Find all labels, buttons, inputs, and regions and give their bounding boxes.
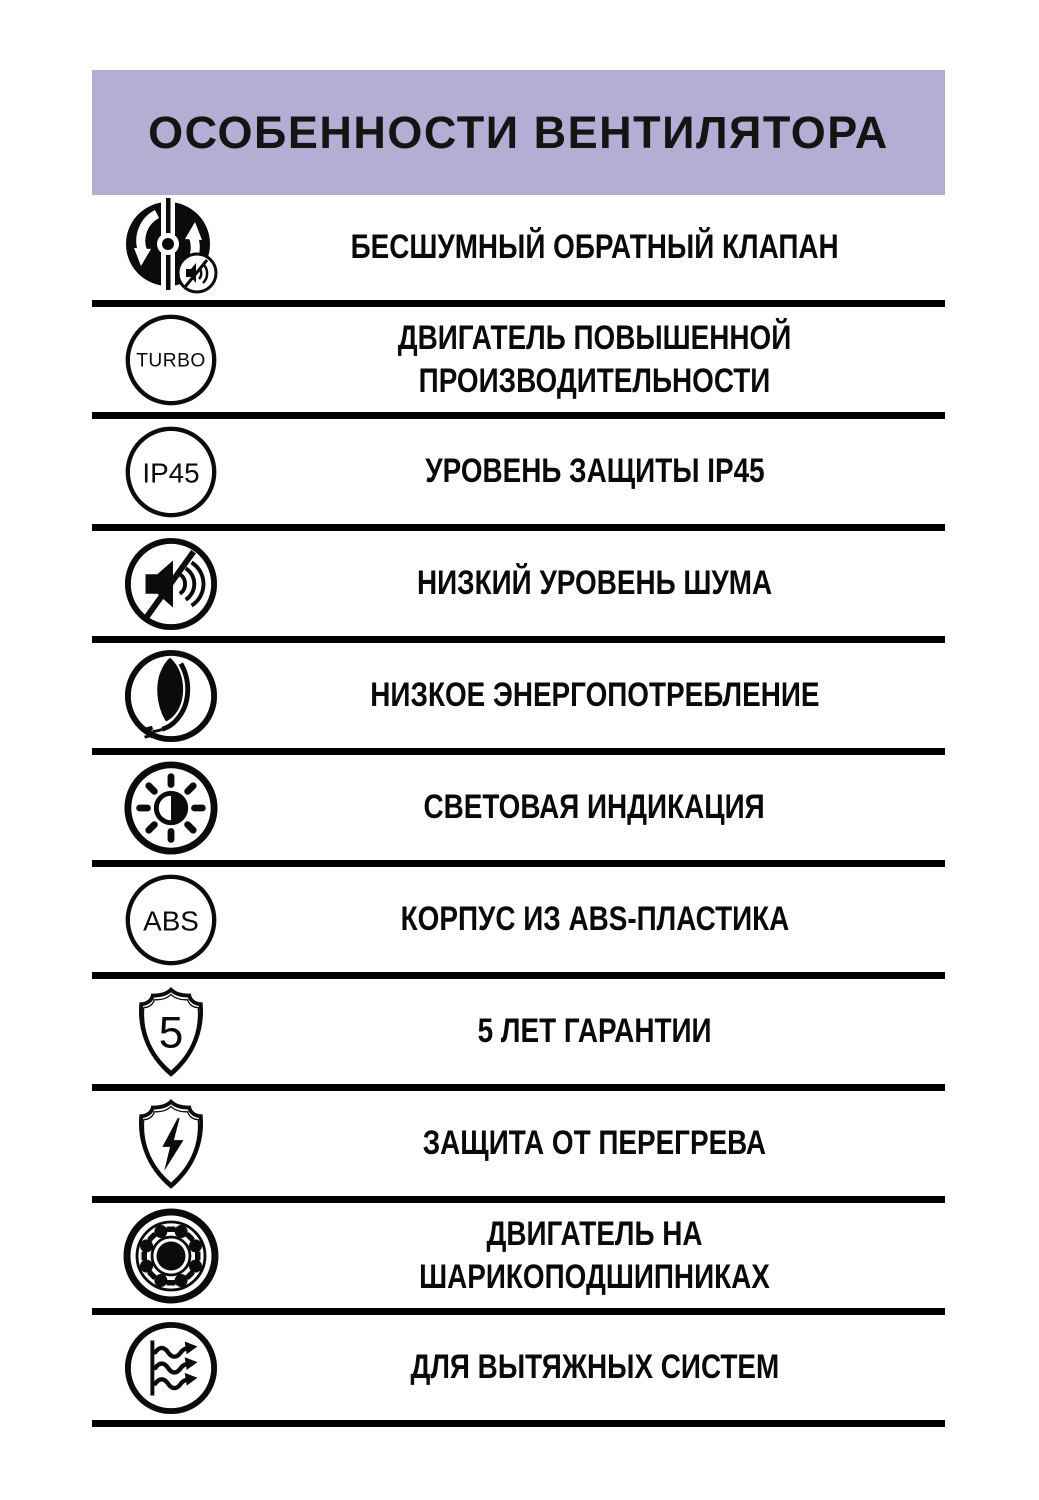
- turbo-motor-icon: [92, 312, 250, 408]
- overheat-protection-icon: [92, 1094, 250, 1194]
- feature-label: НИЗКОЕ ЭНЕРГОПОТРЕБЛЕНИЕ: [369, 676, 820, 715]
- feature-row-low-energy: [92, 643, 945, 755]
- feature-row-ip45: [92, 419, 945, 531]
- feature-row-warranty: [92, 979, 945, 1091]
- svg-text:5: 5: [158, 1007, 184, 1057]
- feature-sheet: [92, 70, 945, 1427]
- light-indication-icon: [92, 759, 250, 857]
- feature-label: ДВИГАТЕЛЬ ПОВЫШЕННОЙ ПРОИЗВОДИТЕЛЬНОСТИ: [397, 319, 792, 400]
- feature-label: УРОВЕНЬ ЗАЩИТЫ IP45: [424, 452, 765, 491]
- page-title: ОСОБЕННОСТИ ВЕНТИЛЯТОРА: [148, 106, 889, 158]
- svg-text:TURBO: TURBO: [136, 349, 206, 371]
- feature-label: КОРПУС ИЗ ABS-ПЛАСТИКА: [400, 900, 789, 939]
- feature-label: НИЗКИЙ УРОВЕНЬ ШУМА: [416, 564, 773, 603]
- ip45-protection-icon: [92, 424, 250, 520]
- ball-bearing-motor-icon: [92, 1206, 250, 1306]
- feature-label: ДВИГАТЕЛЬ НА ШАРИКОПОДШИПНИКАХ: [419, 1215, 770, 1296]
- warranty-5-years-icon: [92, 982, 250, 1082]
- feature-label: ДЛЯ ВЫТЯЖНЫХ СИСТЕМ: [410, 1348, 779, 1387]
- feature-label: 5 ЛЕТ ГАРАНТИИ: [477, 1012, 712, 1051]
- svg-text:ABS: ABS: [143, 904, 199, 936]
- exhaust-systems-icon: [92, 1317, 250, 1419]
- header-banner: [92, 70, 945, 195]
- feature-row-light-indication: [92, 755, 945, 867]
- abs-plastic-icon: [92, 872, 250, 968]
- feature-row-check-valve: [92, 195, 945, 307]
- feature-label: БЕСШУМНЫЙ ОБРАТНЫЙ КЛАПАН: [350, 228, 839, 267]
- feature-row-ball-bearing: [92, 1203, 945, 1315]
- low-energy-icon: [92, 647, 250, 745]
- feature-row-turbo: [92, 307, 945, 419]
- feature-label: СВЕТОВАЯ ИНДИКАЦИЯ: [423, 788, 766, 827]
- feature-row-exhaust: [92, 1315, 945, 1427]
- feature-row-overheat: [92, 1091, 945, 1203]
- svg-text:IP45: IP45: [142, 456, 200, 488]
- check-valve-silent-icon: [92, 198, 250, 298]
- feature-row-abs: [92, 867, 945, 979]
- feature-row-low-noise: [92, 531, 945, 643]
- low-noise-icon: [92, 535, 250, 633]
- feature-label: ЗАЩИТА ОТ ПЕРЕГРЕВА: [422, 1124, 767, 1163]
